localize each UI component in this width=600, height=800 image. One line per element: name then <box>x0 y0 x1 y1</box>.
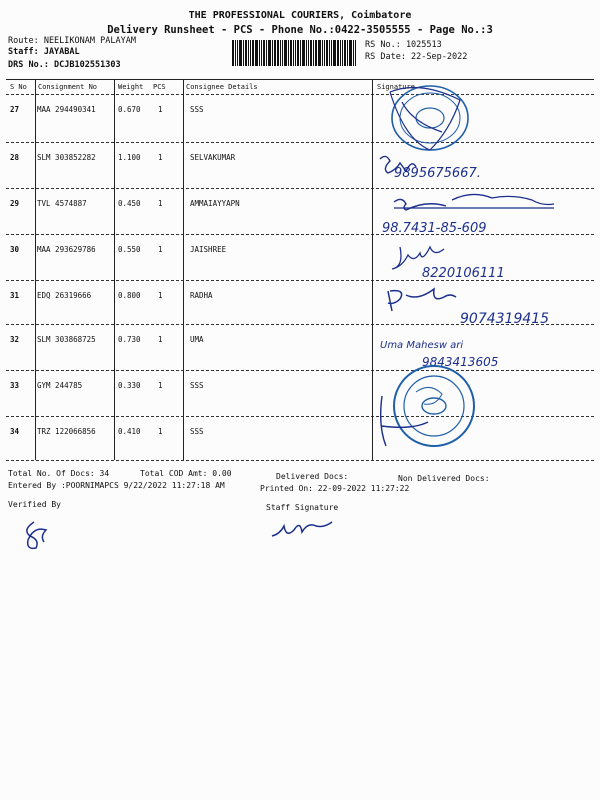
row-consignee: RADHA <box>190 291 213 300</box>
barcode-bar <box>353 40 354 66</box>
row-weight: 0.450 <box>118 199 141 208</box>
ink-row29 <box>372 190 592 238</box>
col-consignee: Consignee Details <box>186 83 258 91</box>
row-weight: 0.730 <box>118 335 141 344</box>
barcode-bar <box>331 40 332 66</box>
total-docs: Total No. Of Docs: 34 <box>8 469 110 478</box>
row-sno: 32 <box>10 335 20 344</box>
barcode-bar <box>232 40 234 66</box>
row-pcs: 1 <box>158 381 163 390</box>
table-row <box>0 417 600 466</box>
row-sno: 33 <box>10 381 20 390</box>
staff-label: Staff: JAYABAL <box>8 47 80 57</box>
barcode-bar <box>293 40 294 66</box>
row-sno: 31 <box>10 291 20 300</box>
ink-row31-phone: 9074319415 <box>460 311 550 327</box>
barcode-bar <box>274 40 276 66</box>
barcode-bar <box>337 40 339 66</box>
col-weight: Weight <box>118 83 144 91</box>
barcode-bar <box>250 40 251 66</box>
staff-signature <box>268 514 338 546</box>
row-weight: 0.670 <box>118 105 141 114</box>
barcode-bar <box>284 40 287 66</box>
table-bottom-rule <box>6 460 594 461</box>
row-weight: 0.410 <box>118 427 141 436</box>
row-pcs: 1 <box>158 245 163 254</box>
row-consignment: MAA 294490341 <box>37 105 96 114</box>
row-weight: 0.330 <box>118 381 141 390</box>
row-consignee: AMMAIAYYAPN <box>190 199 240 208</box>
barcode-bar <box>340 40 341 66</box>
printed-on: Printed On: 22-09-2022 11:27:22 <box>260 484 410 493</box>
barcode-bar <box>280 40 281 66</box>
barcode-bar <box>306 40 307 66</box>
barcode-bar <box>245 40 247 66</box>
barcode-bar <box>295 40 296 66</box>
row-weight: 1.100 <box>118 153 141 162</box>
row-consignee: JAISHREE <box>190 245 227 254</box>
barcode-bar <box>315 40 317 66</box>
barcode-bar <box>318 40 321 66</box>
row-consignment: SLM 303868725 <box>37 335 96 344</box>
barcode-bar <box>282 40 283 66</box>
non-delivered-docs: Non Delivered Docs: <box>398 474 490 483</box>
barcode-bar <box>288 40 289 66</box>
barcode-bar <box>252 40 254 66</box>
barcode-bar <box>342 40 343 66</box>
route-label: Route: NEELIKONAM PALAYAM <box>8 36 136 46</box>
barcode-bar <box>290 40 292 66</box>
barcode-bar <box>237 40 238 66</box>
barcode-bar <box>239 40 242 66</box>
barcode-bar <box>277 40 279 66</box>
ink-row31 <box>372 283 592 329</box>
row-weight: 0.550 <box>118 245 141 254</box>
barcode-bar <box>329 40 330 66</box>
barcode-bar <box>297 40 299 66</box>
barcode-bar <box>235 40 236 66</box>
row-pcs: 1 <box>158 153 163 162</box>
row-consignee: SSS <box>190 427 204 436</box>
row-sno: 28 <box>10 153 20 162</box>
row-weight: 0.800 <box>118 291 141 300</box>
row-consignment: TRZ 122066856 <box>37 427 96 436</box>
barcode-bar <box>313 40 314 66</box>
row-consignment: GYM 244785 <box>37 381 83 390</box>
ink-row32-name: Uma Mahesw ari <box>380 340 464 351</box>
table-row <box>0 95 600 144</box>
barcode-bar <box>308 40 309 66</box>
row-consignment: EDQ 26319666 <box>37 291 92 300</box>
col-sno: S No <box>10 83 27 91</box>
row-sno: 29 <box>10 199 20 208</box>
barcode-bar <box>259 40 260 66</box>
barcode-bar <box>310 40 312 66</box>
entered-by: Entered By :POORNIMAPCS 9/22/2022 11:27:18 AM <box>8 481 225 490</box>
barcode-bar <box>324 40 325 66</box>
barcode-bar <box>347 40 348 66</box>
row-pcs: 1 <box>158 427 163 436</box>
ink-row28-phone: 9895675667. <box>394 166 481 181</box>
staff-signature-label: Staff Signature <box>266 503 339 512</box>
ink-row29-phone: 98.7431-85-609 <box>382 221 487 236</box>
row-pcs: 1 <box>158 291 163 300</box>
table-top-rule <box>6 79 594 80</box>
barcode-bar <box>243 40 244 66</box>
barcode-bar <box>344 40 346 66</box>
row-consignment: TVL 4574887 <box>37 199 87 208</box>
barcode-bar <box>266 40 267 66</box>
ink-row30 <box>372 237 592 283</box>
row-consignee: SSS <box>190 105 204 114</box>
row-consignee: UMA <box>190 335 204 344</box>
table-row <box>0 371 600 420</box>
row-sno: 34 <box>10 427 20 436</box>
row-pcs: 1 <box>158 335 163 344</box>
barcode-bar <box>272 40 273 66</box>
ink-row32-phone: 9843413605 <box>422 355 499 369</box>
row-consignment: MAA 293629786 <box>37 245 96 254</box>
barcode-bar <box>355 40 356 66</box>
row-pcs: 1 <box>158 199 163 208</box>
rs-date: RS Date: 22-Sep-2022 <box>365 52 468 62</box>
barcode-bar <box>255 40 258 66</box>
report-subtitle: Delivery Runsheet - PCS - Phone No.:0422-3505555 - Page No.:3 <box>107 24 493 36</box>
col-signature: Signature <box>377 83 415 91</box>
ink-row28 <box>372 145 592 190</box>
barcode-bar <box>349 40 352 66</box>
barcode-bar <box>268 40 271 66</box>
verified-signature <box>20 518 60 550</box>
barcode-bar <box>302 40 305 66</box>
barcode-bar <box>333 40 336 66</box>
row-consignee: SELVAKUMAR <box>190 153 236 162</box>
drs-number: DRS No.: DCJB102551303 <box>8 60 121 70</box>
report-title: THE PROFESSIONAL COURIERS, Coimbatore <box>188 10 412 21</box>
col-consignment: Consignment No <box>38 83 98 91</box>
row-consignee: SSS <box>190 381 204 390</box>
barcode-bar <box>248 40 249 66</box>
barcode-bar <box>322 40 323 66</box>
row-sno: 30 <box>10 245 20 254</box>
row-consignment: SLM 303852282 <box>37 153 96 162</box>
barcode-bar <box>326 40 328 66</box>
barcode-bar <box>300 40 301 66</box>
verified-by-label: Verified By <box>8 500 61 509</box>
row-sno: 27 <box>10 105 20 114</box>
barcode-bar <box>263 40 265 66</box>
barcode-bar <box>261 40 262 66</box>
total-cod: Total COD Amt: 0.00 <box>140 469 232 478</box>
rs-number: RS No.: 1025513 <box>365 40 442 50</box>
ink-row30-phone: 8220106111 <box>422 266 505 281</box>
delivered-docs: Delivered Docs: <box>276 472 349 481</box>
barcode <box>232 40 357 66</box>
col-pcs: PCS <box>153 83 166 91</box>
row-pcs: 1 <box>158 105 163 114</box>
stamp-row33 <box>372 356 482 456</box>
